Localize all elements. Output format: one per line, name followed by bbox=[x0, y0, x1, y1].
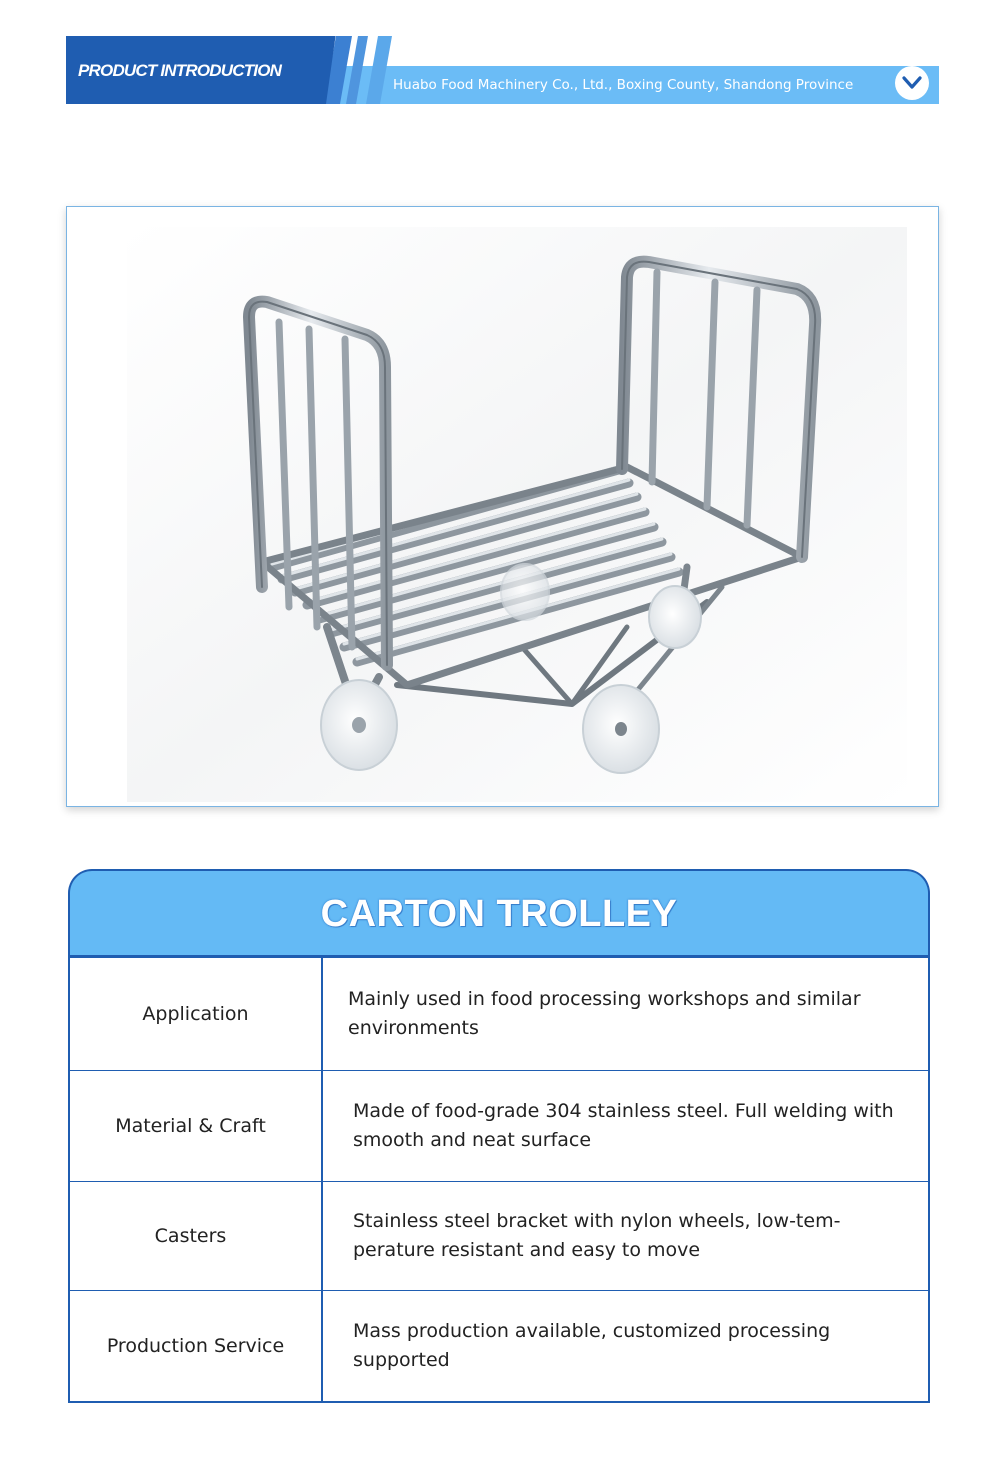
product-title: CARTON TROLLEY bbox=[320, 892, 678, 935]
spec-table-body bbox=[68, 955, 930, 1403]
spec-table bbox=[68, 869, 930, 1403]
row-value: Mainly used in food processing workshops and similar environments bbox=[321, 958, 928, 1070]
row-label: Material & Craft bbox=[115, 1115, 266, 1137]
row-value: Stainless steel bracket with nylon wheels, low-tem-perature resistant and easy to move bbox=[321, 1182, 928, 1290]
row-value: Made of food-grade 304 stainless steel. Full welding with smooth and neat surface bbox=[321, 1071, 928, 1181]
row-label: Application bbox=[142, 1003, 249, 1025]
section-title: PRODUCT INTRODUCTION bbox=[78, 61, 282, 80]
table-row bbox=[70, 958, 928, 1071]
table-row bbox=[70, 1291, 928, 1401]
table-row bbox=[70, 1071, 928, 1182]
company-name: Huabo Food Machinery Co., Ltd., Boxing County, Shandong Province bbox=[393, 77, 854, 93]
row-label: Casters bbox=[154, 1225, 227, 1247]
chevron-down-icon[interactable] bbox=[895, 66, 929, 100]
spec-table-header bbox=[68, 869, 930, 957]
carton-trolley-illustration bbox=[67, 207, 939, 807]
header-banner bbox=[66, 36, 939, 104]
banner-dark-block bbox=[66, 36, 326, 104]
row-label: Production Service bbox=[106, 1335, 285, 1357]
table-row bbox=[70, 1182, 928, 1291]
product-image bbox=[66, 206, 939, 807]
row-value: Mass production available, customized processing supported bbox=[321, 1291, 928, 1401]
